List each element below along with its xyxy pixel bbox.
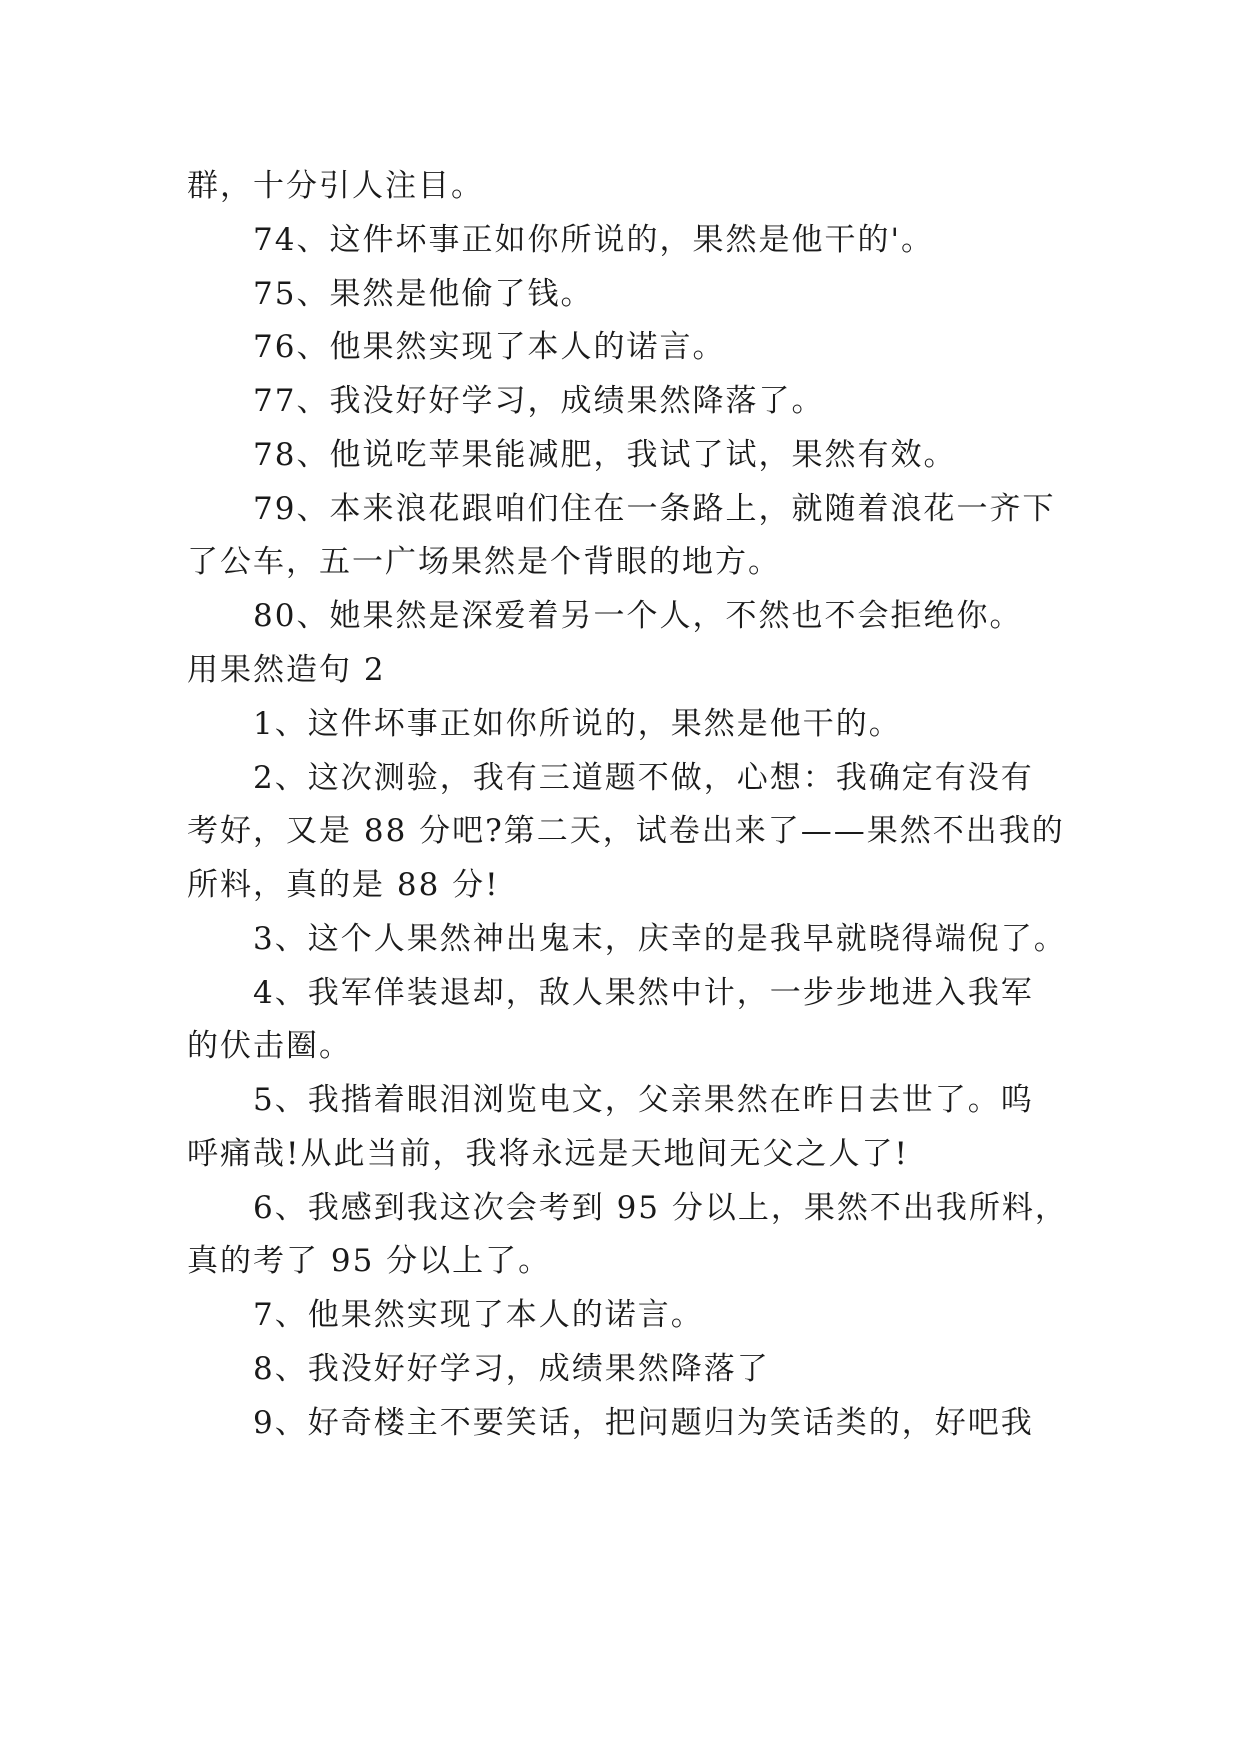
text-line: 了公车，五一广场果然是个背眼的地方。 [187, 544, 781, 580]
text-line: 的伏击圈。 [187, 1028, 352, 1064]
text-line: 7、他果然实现了本人的诺言。 [253, 1297, 704, 1333]
text-line: 78、他说吃苹果能减肥，我试了试，果然有效。 [253, 437, 957, 473]
text-line: 8、我没好好学习，成绩果然降落了 [253, 1351, 770, 1387]
text-line: 75、果然是他偷了钱。 [253, 276, 594, 312]
text-line: 74、这件坏事正如你所说的，果然是他干的'。 [253, 222, 934, 258]
text-line: 9、好奇楼主不要笑话，把问题归为笑话类的，好吧我 [253, 1405, 1034, 1441]
text-line: 4、我军佯装退却，敌人果然中计，一步步地进入我军 [253, 975, 1034, 1011]
text-line: 6、我感到我这次会考到 95 分以上，果然不出我所料， [253, 1190, 1068, 1226]
section-heading: 用果然造句 2 [187, 652, 386, 688]
text-line: 80、她果然是深爱着另一个人，不然也不会拒绝你。 [253, 598, 1023, 634]
text-line: 真的考了 95 分以上了。 [187, 1243, 552, 1279]
text-line: 79、本来浪花跟咱们住在一条路上，就随着浪花一齐下 [253, 491, 1056, 527]
text-line: 5、我揩着眼泪浏览电文，父亲果然在昨日去世了。呜 [253, 1082, 1034, 1118]
text-line: 群，十分引人注目。 [187, 168, 484, 204]
text-line: 2、这次测验，我有三道题不做，心想：我确定有没有 [253, 760, 1034, 796]
text-line: 考好，又是 88 分吧?第二天，试卷出来了——果然不出我的 [187, 813, 1065, 849]
text-line: 3、这个人果然神出鬼末，庆幸的是我早就晓得端倪了。 [253, 921, 1067, 957]
text-line: 所料，真的是 88 分! [187, 867, 500, 903]
text-line: 76、他果然实现了本人的诺言。 [253, 329, 726, 365]
text-line: 77、我没好好学习，成绩果然降落了。 [253, 383, 825, 419]
text-line: 1、这件坏事正如你所说的，果然是他干的。 [253, 706, 902, 742]
text-line: 呼痛哉!从此当前，我将永远是天地间无父之人了! [187, 1136, 909, 1172]
